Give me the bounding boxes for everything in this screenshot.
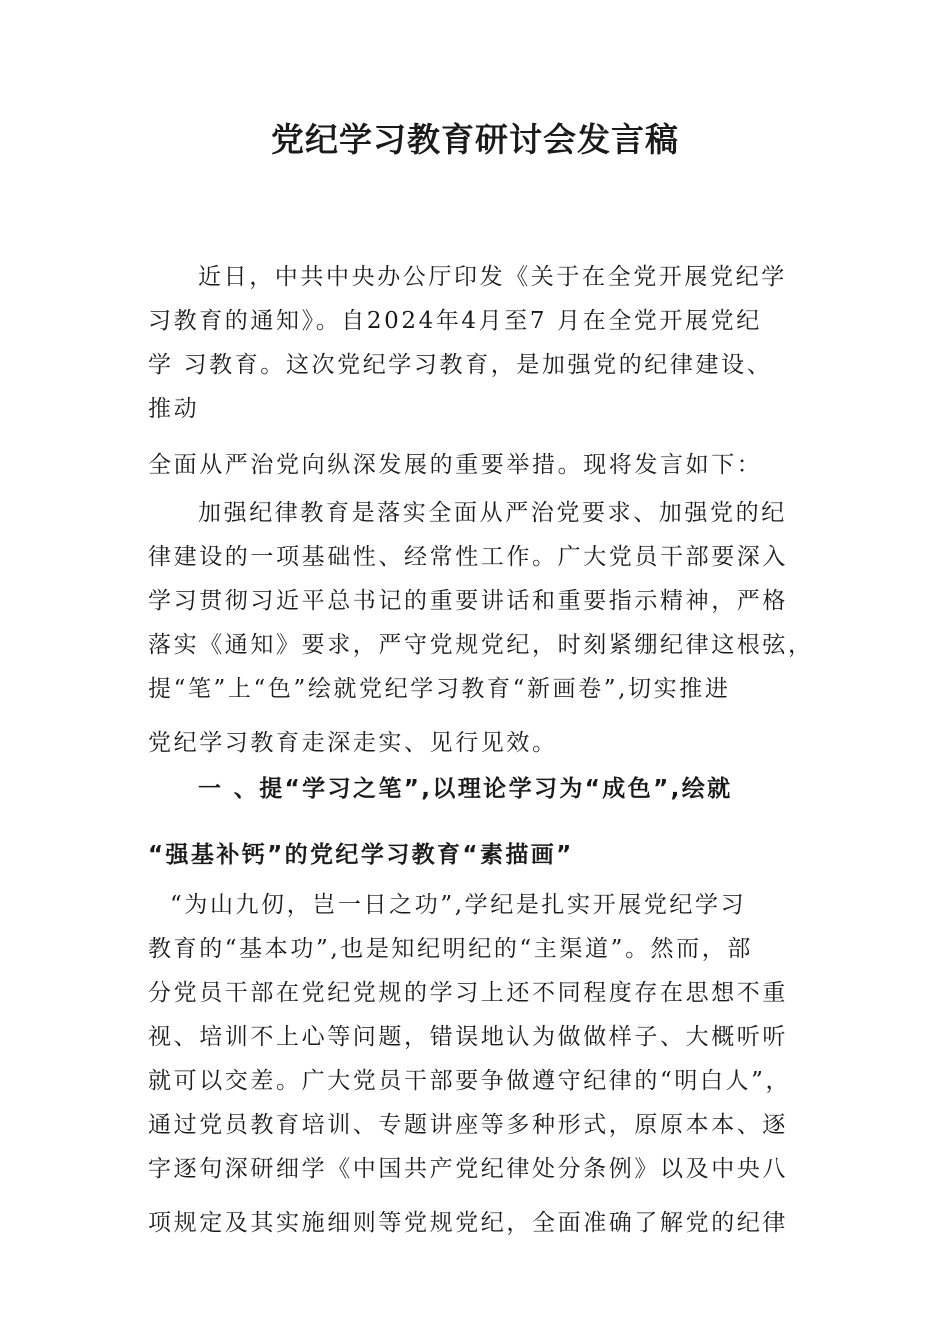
paragraph-line: 字逐句深研细学《中国共产党纪律处分条例》以及中央八	[148, 1156, 788, 1182]
paragraph-line: 近日，中共中央办公厅印发《关于在全党开展党纪学	[198, 264, 787, 290]
paragraph-line: 落实《通知》要求，严守党规党纪，时刻紧绷纪律这根弦，	[148, 632, 814, 658]
paragraph-line: 教育的“基本功”,也是知纪明纪的“主渠道”。然而，部	[148, 936, 753, 962]
paragraph-line: 通过党员教育培训、专题讲座等多种形式，原原本本、逐	[148, 1112, 788, 1138]
paragraph-line: 视、培训不上心等问题，错误地认为做做样子、大概听听	[148, 1024, 788, 1050]
paragraph-line: 提“笔”上“色”绘就党纪学习教育“新画卷”,切实推进	[148, 676, 731, 702]
paragraph-line: 学 习教育。这次党纪学习教育，是加强党的纪律建设、	[148, 352, 773, 378]
paragraph-line: 习教育的通知》。自2024年4月至7 月在全党开展党纪	[148, 308, 762, 334]
paragraph-line: 全面从严治党向纵深发展的重要举措。现将发言如下：	[148, 452, 763, 478]
paragraph-line: 分党员干部在党纪党规的学习上还不同程度存在思想不重	[148, 980, 788, 1006]
section-heading: “强基补钙”的党纪学习教育“素描画”	[148, 842, 574, 868]
document-title: 党纪学习教育研讨会发言稿	[271, 120, 679, 159]
paragraph-line: 党纪学习教育走深走实、见行见效。	[148, 730, 558, 756]
paragraph-line: 就可以交差。广大党员干部要争做遵守纪律的“明白人”，	[148, 1068, 792, 1094]
paragraph-line: 项规定及其实施细则等党规党纪，全面准确了解党的纪律	[148, 1210, 788, 1236]
paragraph-line: 律建设的一项基础性、经常性工作。广大党员干部要深入	[148, 544, 788, 570]
paragraph-line: “为山九仞，岂一日之功”,学纪是扎实开展党纪学习	[170, 892, 747, 918]
paragraph-line: 加强纪律教育是落实全面从严治党要求、加强党的纪	[198, 500, 787, 526]
paragraph-line: 推动	[148, 396, 200, 422]
section-heading: 一 、提“学习之笔”,以理论学习为“成色”,绘就	[198, 776, 733, 802]
paragraph-line: 学习贯彻习近平总书记的重要讲话和重要指示精神，严格	[148, 588, 788, 614]
